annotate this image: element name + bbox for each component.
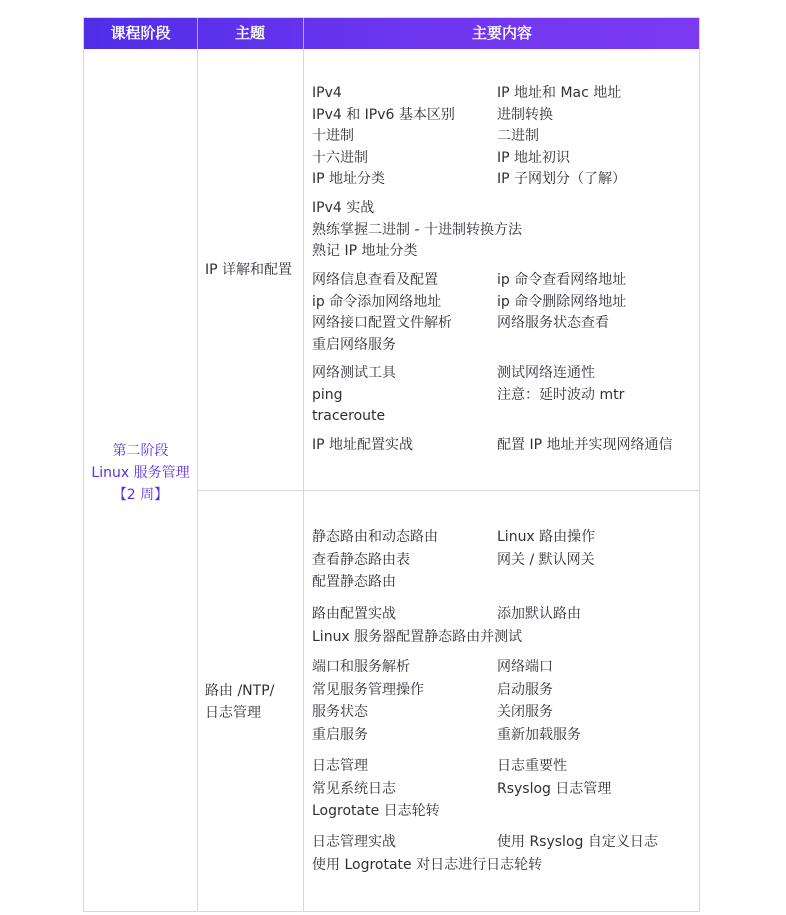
ip-content-item: 网络服务状态查看 [497,315,609,331]
column-divider [303,49,304,911]
stage-title: 第二阶段 [112,443,169,459]
route-content-item: 服务状态 [312,704,368,720]
ip-content-item: ping [312,386,343,403]
topic-route-line1: 路由 /NTP/ [205,683,275,699]
stage-cell [84,440,197,506]
ip-content-item: IP 子网划分（了解） [497,171,627,187]
topic-ip [205,259,292,281]
column-divider [197,49,198,911]
ip-content-item: 熟记 IP 地址分类 [312,243,418,259]
ip-content-item: IPv4 和 IPv6 基本区别 [312,106,455,123]
ip-content-item: traceroute [312,408,386,424]
route-content-item: 重启服务 [312,726,368,743]
route-content-item: Rsyslog 日志管理 [497,780,612,797]
ip-content-item: ip 命令删除网络地址 [497,293,627,310]
route-content-item: 日志重要性 [497,758,567,774]
ip-content-item: 进制转换 [497,106,553,123]
ip-content-item: 配置 IP 地址并实现网络通信 [497,437,673,453]
ip-content-item: 二进制 [497,128,539,144]
ip-content-item: 十进制 [312,128,354,144]
route-content-item: 常见服务管理操作 [312,681,424,698]
ip-content-item: 十六进制 [312,149,368,166]
route-content-item: 网关 / 默认网关 [497,551,595,568]
stage-subtitle: Linux 服务管理 [91,465,190,481]
ip-content-item: IP 地址初识 [497,149,571,166]
route-content-item: 常见系统日志 [312,780,396,797]
route-content-item: 关闭服务 [497,704,553,720]
row-divider [197,490,699,491]
header-content: 主要内容 [471,24,532,42]
ip-content-item: 网络信息查看及配置 [312,272,438,288]
stage-duration: 【2 周】 [112,487,169,503]
header-divider [303,18,304,49]
route-content-item: 启动服务 [497,681,553,698]
ip-content-item: IPv4 [312,85,342,101]
route-content-item: 日志管理 [312,758,368,774]
route-content-item: 使用 Rsyslog 自定义日志 [497,834,658,850]
route-content-item: 使用 Logrotate 对日志进行日志轮转 [312,856,543,873]
topic-route-line2: 日志管理 [205,705,261,721]
ip-content-item: ip 命令添加网络地址 [312,293,442,310]
header-divider [197,18,198,49]
route-content-item: 静态路由和动态路由 [312,529,438,545]
topic-ip-label: IP 详解和配置 [205,262,293,278]
route-content-item: Linux 服务器配置静态路由并测试 [312,628,523,645]
ip-content-item: IP 地址分类 [312,171,386,187]
route-content-item: Linux 路由操作 [497,529,596,545]
ip-content-item: 网络接口配置文件解析 [312,315,452,331]
ip-content-item: 重启网络服务 [312,336,396,353]
table-header [84,18,699,49]
ip-content-item: IPv4 实战 [312,200,375,216]
ip-content-item: IP 地址配置实战 [312,437,414,453]
ip-content-item: 注意：延时波动 mtr [497,386,625,403]
route-content-item: 配置静态路由 [312,574,396,590]
route-content-item: 添加默认路由 [497,606,581,622]
ip-content-item: 测试网络连通性 [497,365,595,381]
route-content-item: 网络端口 [497,659,553,675]
route-content-item: 端口和服务解析 [312,659,410,675]
route-content-item: 重新加载服务 [497,726,581,743]
route-content-item: 路由配置实战 [312,606,396,622]
ip-content-item: 网络测试工具 [312,365,396,381]
topic-route [205,680,274,724]
ip-content-item: 熟练掌握二进制 - 十进制转换方法 [312,221,522,238]
ip-content-item: ip 命令查看网络地址 [497,272,627,288]
route-content-item: Logrotate 日志轮转 [312,803,440,819]
course-table [83,17,700,912]
route-content-item: 查看静态路由表 [312,551,410,568]
header-stage: 课程阶段 [110,24,171,42]
ip-content-item: IP 地址和 Mac 地址 [497,85,622,101]
header-topic: 主题 [234,24,265,42]
route-content-item: 日志管理实战 [312,834,396,850]
